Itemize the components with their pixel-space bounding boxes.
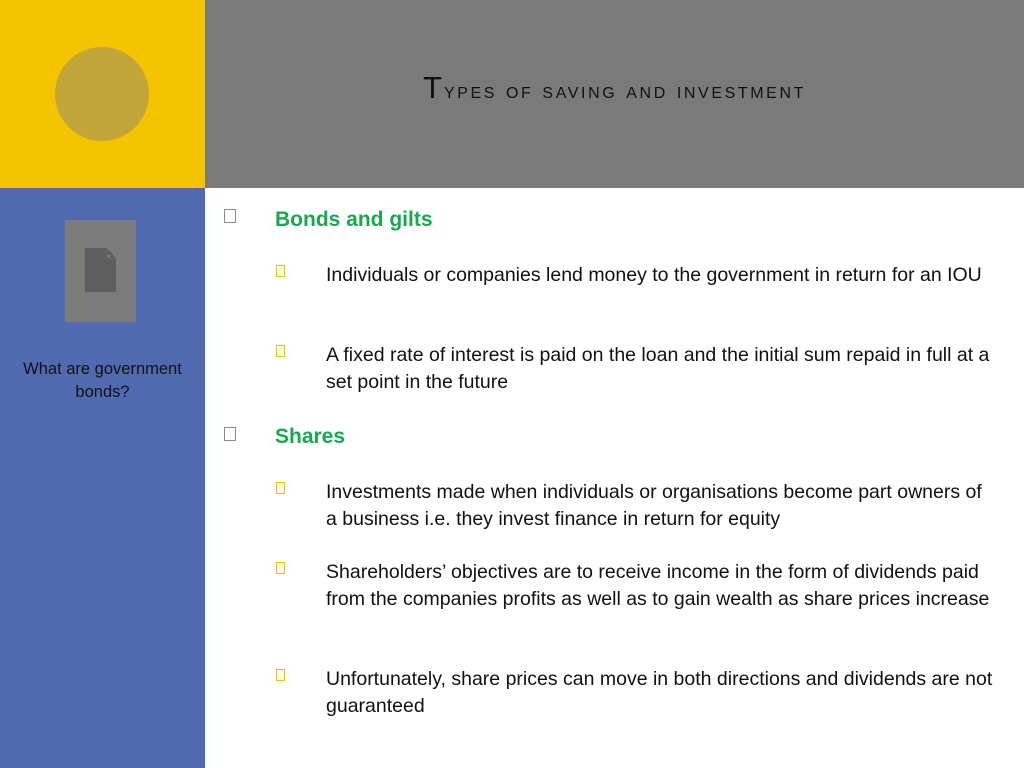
section-heading-bonds: Bonds and gilts bbox=[275, 208, 433, 231]
point-text: Unfortunately, share prices can move in both directions and dividends are not guaranteed bbox=[326, 668, 993, 717]
document-icon bbox=[85, 248, 116, 292]
level2-bullet bbox=[276, 562, 285, 574]
section-heading-shares: Shares bbox=[275, 425, 346, 448]
sidebar-panel bbox=[0, 188, 205, 768]
level1-bullet bbox=[224, 209, 236, 223]
slide-title bbox=[205, 70, 1024, 106]
slide-title-rest: ypes of saving and investment bbox=[443, 77, 806, 103]
point-text: Shareholders’ objectives are to receive income in the form of dividends paid from the companies profits as well as to gain wealth as share prices increase bbox=[326, 561, 990, 610]
image-placeholder bbox=[65, 220, 136, 322]
point-text: Investments made when individuals or organisations become part owners of a business i.e. they invest finance in return for equity bbox=[326, 481, 982, 530]
level2-bullet bbox=[276, 482, 285, 494]
level1-bullet bbox=[224, 427, 236, 441]
level2-bullet bbox=[276, 265, 285, 277]
point-text: Individuals or companies lend money to the government in return for an IOU bbox=[326, 264, 982, 286]
decorative-circle bbox=[55, 47, 149, 141]
slide-header bbox=[205, 0, 1024, 188]
point-text: A fixed rate of interest is paid on the loan and the initial sum repaid in full at a set point in the future bbox=[326, 344, 990, 393]
level2-bullet bbox=[276, 345, 285, 357]
decorative-yellow-block bbox=[0, 0, 205, 188]
slide-title-initial: T bbox=[423, 70, 444, 105]
sidebar-caption: What are government bonds? bbox=[23, 360, 182, 401]
level2-bullet bbox=[276, 669, 285, 681]
